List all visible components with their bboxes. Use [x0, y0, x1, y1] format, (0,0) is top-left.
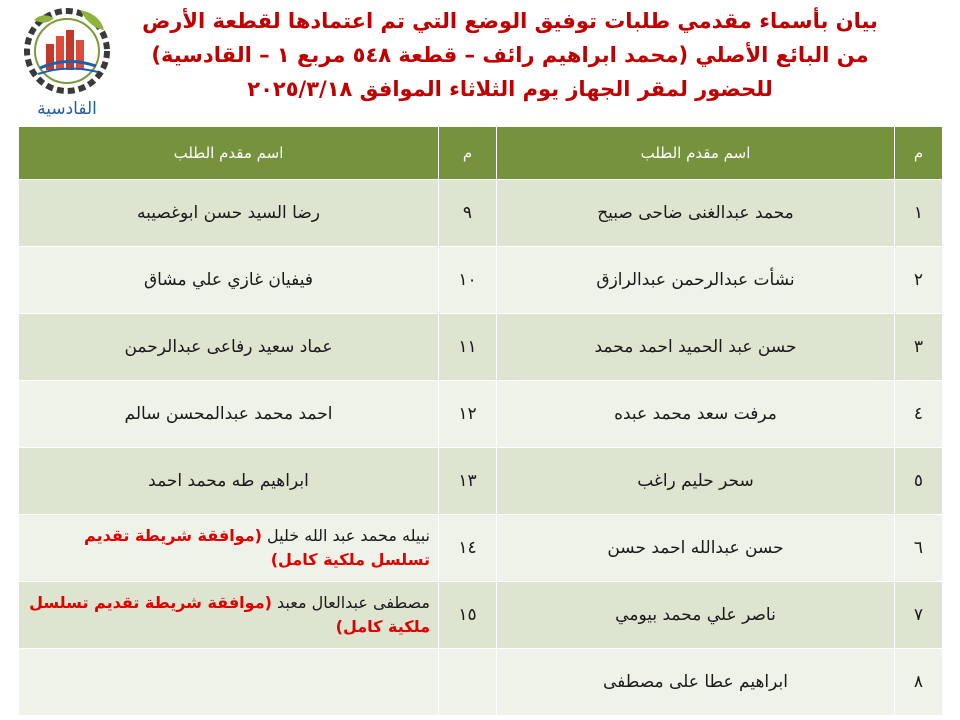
header-name-left: اسم مقدم الطلب: [19, 127, 439, 180]
applicant-name: ابراهيم طه محمد احمد: [19, 448, 439, 515]
applicant-name: ابراهيم عطا على مصطفى: [497, 649, 895, 716]
approval-condition-note: (موافقة شريطة تقديم تسلسل ملكية كامل): [84, 526, 430, 569]
row-number: ٤: [895, 381, 943, 448]
row-number: ٥: [895, 448, 943, 515]
applicant-name: سحر حليم راغب: [497, 448, 895, 515]
table-row: [19, 247, 943, 314]
table-row: [19, 649, 943, 716]
applicant-name: ناصر علي محمد بيومي: [497, 582, 895, 649]
applicant-name: احمد محمد عبدالمحسن سالم: [19, 381, 439, 448]
row-number: ١٢: [439, 381, 497, 448]
title-line-3: للحضور لمقر الجهاز يوم الثلاثاء الموافق ٢٠٢٥/٣/١٨: [247, 77, 773, 101]
row-number: ٨: [895, 649, 943, 716]
applicant-name: فيفيان غازي علي مشاق: [19, 247, 439, 314]
applicant-name-with-condition: [19, 515, 439, 582]
applicant-name: محمد عبدالغنى ضاحى صبيح: [497, 180, 895, 247]
table-row: [19, 381, 943, 448]
document-title: [140, 4, 880, 106]
applicant-name: مصطفى عبدالعال معبد: [277, 593, 430, 612]
table-row: [19, 180, 943, 247]
row-number: ٧: [895, 582, 943, 649]
city-emblem-icon: [20, 4, 114, 96]
table-row: [19, 314, 943, 381]
applicant-name-with-condition: [19, 582, 439, 649]
row-number: ١٤: [439, 515, 497, 582]
table-row: [19, 515, 943, 582]
header-name-right: اسم مقدم الطلب: [497, 127, 895, 180]
row-number: ١٥: [439, 582, 497, 649]
logo-caption: القادسية: [37, 99, 97, 119]
approval-condition-note: (موافقة شريطة تقديم تسلسل ملكية كامل): [29, 593, 430, 636]
row-number: ١: [895, 180, 943, 247]
applicant-name: حسن عبدالله احمد حسن: [497, 515, 895, 582]
row-number: ٦: [895, 515, 943, 582]
row-number: ٩: [439, 180, 497, 247]
row-number: ٣: [895, 314, 943, 381]
applicant-name: [19, 649, 439, 716]
applicant-name: عماد سعيد رفاعى عبدالرحمن: [19, 314, 439, 381]
row-number: ١٠: [439, 247, 497, 314]
row-number: [439, 649, 497, 716]
table-header-row: [19, 127, 943, 180]
header-number-left: م: [439, 127, 497, 180]
agency-logo: [8, 4, 126, 120]
applicant-name: حسن عبد الحميد احمد محمد: [497, 314, 895, 381]
applicant-name: نشأت عبدالرحمن عبدالرازق: [497, 247, 895, 314]
title-line-2: من البائع الأصلي (محمد ابراهيم رائف – قطعة ٥٤٨ مربع ١ – القادسية): [151, 43, 869, 67]
applicant-name: نبيله محمد عبد الله خليل: [267, 526, 430, 545]
header-number-right: م: [895, 127, 943, 180]
table-row: [19, 582, 943, 649]
applicant-name: مرفت سعد محمد عبده: [497, 381, 895, 448]
applicants-table: [18, 126, 943, 716]
table-row: [19, 448, 943, 515]
title-line-1: بيان بأسماء مقدمي طلبات توفيق الوضع التي تم اعتمادها لقطعة الأرض: [142, 9, 878, 33]
applicant-name: رضا السيد حسن ابوغصيبه: [19, 180, 439, 247]
row-number: ١١: [439, 314, 497, 381]
row-number: ١٣: [439, 448, 497, 515]
row-number: ٢: [895, 247, 943, 314]
